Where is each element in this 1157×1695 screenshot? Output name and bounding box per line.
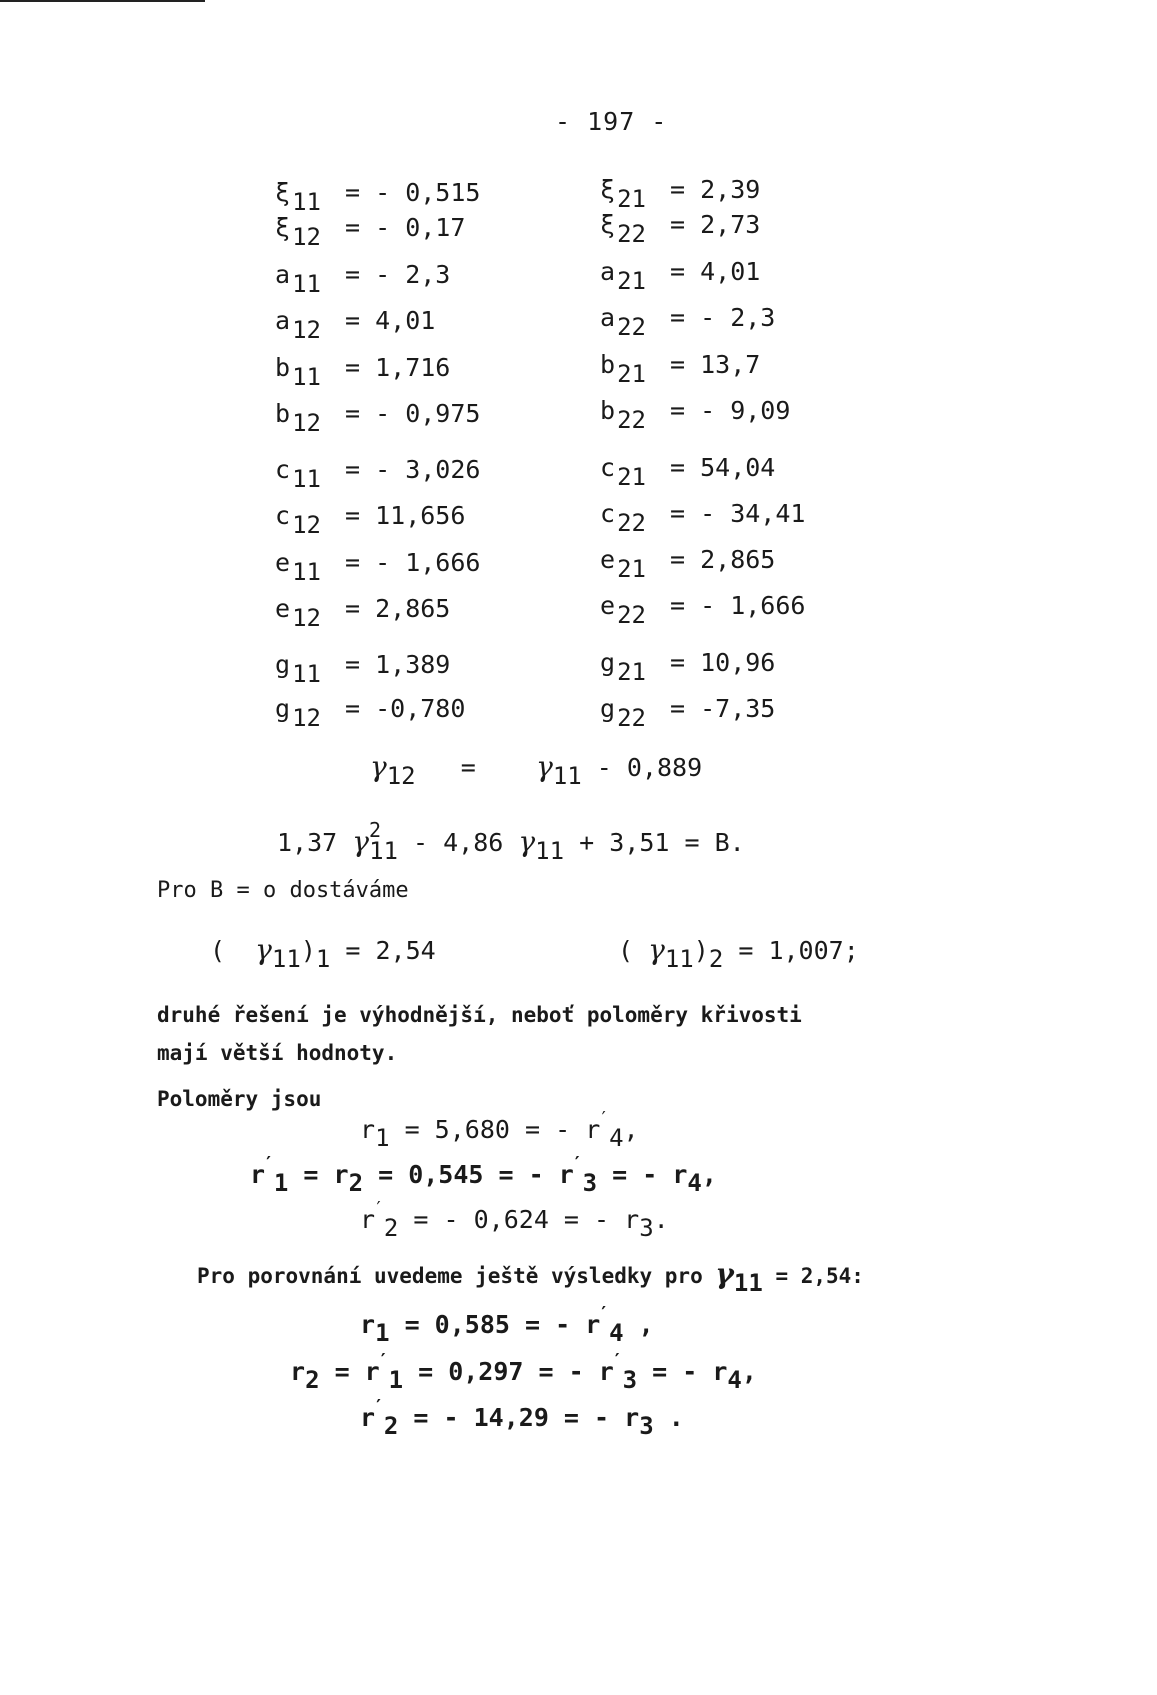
coef-row <box>275 501 465 539</box>
coef-symbol: $e_{12}$ <box>275 594 321 632</box>
coef-symbol: $\xi_{12}$ <box>275 213 321 251</box>
coef-row <box>600 396 790 434</box>
coef-value: = 4,01 <box>670 257 761 286</box>
solution-2: ( $\gamma_{11})_2 = 1,007$; <box>618 933 859 973</box>
pro-b-text: Pro B = o dostáváme <box>157 878 409 903</box>
radii1-line1: $r_1 = 5,680$ = - $r'_4$, <box>360 1108 639 1152</box>
coef-row <box>275 353 450 391</box>
coef-value: = 13,7 <box>670 350 761 379</box>
coef-symbol: $e_{21}$ <box>600 545 646 583</box>
coef-row <box>275 306 435 344</box>
coef-row <box>600 545 775 583</box>
coef-symbol: $c_{21}$ <box>600 453 646 491</box>
coef-symbol: $g_{22}$ <box>600 694 646 732</box>
coef-value: = - 2,3 <box>345 260 451 289</box>
coef-value: = - 3,026 <box>345 455 481 484</box>
coef-value: = 11,656 <box>345 501 466 530</box>
radii1-line2: $r'_1 = r_2 = 0,545$ = - $r'_3$ = - $r_4$, <box>250 1153 717 1197</box>
polomery-label: Poloměry jsou <box>157 1087 322 1111</box>
coef-symbol: $b_{11}$ <box>275 353 321 391</box>
paragraph-line-1: druhé řešení je výhodnější, neboť poloměry křivosti <box>157 1003 802 1027</box>
coef-value: = - 34,41 <box>670 499 806 528</box>
coef-symbol: $g_{11}$ <box>275 650 321 688</box>
coef-symbol: $e_{22}$ <box>600 591 646 629</box>
solution-1: ( $\gamma_{11})_1 = 2,54$ <box>210 933 436 973</box>
coef-symbol: $\xi_{21}$ <box>600 175 646 213</box>
coef-row <box>600 303 775 341</box>
coef-row <box>600 350 760 388</box>
coef-row <box>600 591 805 629</box>
coef-value: = 10,96 <box>670 648 776 677</box>
coef-symbol: $b_{22}$ <box>600 396 646 434</box>
radii2-line3: $r'_2$ = - 14,29 = - $r_3$ . <box>360 1396 684 1440</box>
coef-row <box>600 499 805 537</box>
coef-symbol: $b_{12}$ <box>275 399 321 437</box>
coef-value: = -0,780 <box>345 694 466 723</box>
coef-row <box>275 213 465 251</box>
coef-row <box>600 257 760 295</box>
coef-symbol: $a_{22}$ <box>600 303 646 341</box>
coef-value: = 2,39 <box>670 175 761 204</box>
coef-value: = - 1,666 <box>345 548 481 577</box>
coef-value: = 4,01 <box>345 306 436 335</box>
coef-row <box>275 178 480 216</box>
coef-symbol: $c_{11}$ <box>275 455 321 493</box>
coef-symbol: $\xi_{11}$ <box>275 178 321 216</box>
coef-symbol: $b_{21}$ <box>600 350 646 388</box>
coef-value: = 54,04 <box>670 453 776 482</box>
coef-value: = - 2,3 <box>670 303 776 332</box>
coef-row <box>275 548 480 586</box>
coef-value: = - 9,09 <box>670 396 791 425</box>
coef-symbol: $g_{12}$ <box>275 694 321 732</box>
coef-symbol: $a_{11}$ <box>275 260 321 298</box>
radii1-line3: $r'_2$ = - 0,624 = - $r_3$. <box>360 1198 669 1242</box>
coef-row <box>600 453 775 491</box>
coef-value: = 2,865 <box>670 545 776 574</box>
coef-row <box>600 694 775 732</box>
coef-row <box>275 694 465 732</box>
radii2-line1: $r_1 = 0,585$ = - $r'_4$ , <box>360 1303 654 1347</box>
coef-value: = - 0,17 <box>345 213 466 242</box>
coef-row <box>275 594 450 632</box>
coef-symbol: $g_{21}$ <box>600 648 646 686</box>
coef-symbol: $c_{12}$ <box>275 501 321 539</box>
coef-row <box>600 648 775 686</box>
coef-value: = 2,73 <box>670 210 761 239</box>
coef-value: = 1,716 <box>345 353 451 382</box>
page-number: - 197 - <box>555 107 668 136</box>
coef-value: = 1,389 <box>345 650 451 679</box>
coef-row <box>600 210 760 248</box>
coef-value: = - 1,666 <box>670 591 806 620</box>
paragraph-line-2: mají větší hodnoty. <box>157 1041 398 1065</box>
coef-symbol: $\xi_{22}$ <box>600 210 646 248</box>
coef-value: = 2,865 <box>345 594 451 623</box>
top-rule <box>0 0 205 2</box>
coef-symbol: $e_{11}$ <box>275 548 321 586</box>
coef-value: = - 0,975 <box>345 399 481 428</box>
coef-symbol: $a_{12}$ <box>275 306 321 344</box>
coef-row <box>275 399 480 437</box>
coef-row <box>275 455 480 493</box>
coef-row <box>275 260 450 298</box>
coef-value: = -7,35 <box>670 694 776 723</box>
radii2-line2: $r_2 = r'_1 = 0,297$ = - $r'_3$ = - $r_4$, <box>290 1350 757 1394</box>
coef-row <box>600 175 760 213</box>
equation-quadratic: 1,37 $\gamma^2_{11} - 4,86$ $\gamma_{11} + 3,51 = B$. <box>277 818 745 865</box>
equation-gamma12: $\gamma_{12}$ = $\gamma_{11} - 0,889$ <box>370 750 703 790</box>
coef-symbol: $c_{22}$ <box>600 499 646 537</box>
coef-row <box>275 650 450 688</box>
coef-value: = - 0,515 <box>345 178 481 207</box>
compare-text: Pro porovnání uvedeme ještě výsledky pro $\gamma_{11} = 2,54$: <box>197 1257 864 1297</box>
coef-symbol: $a_{21}$ <box>600 257 646 295</box>
